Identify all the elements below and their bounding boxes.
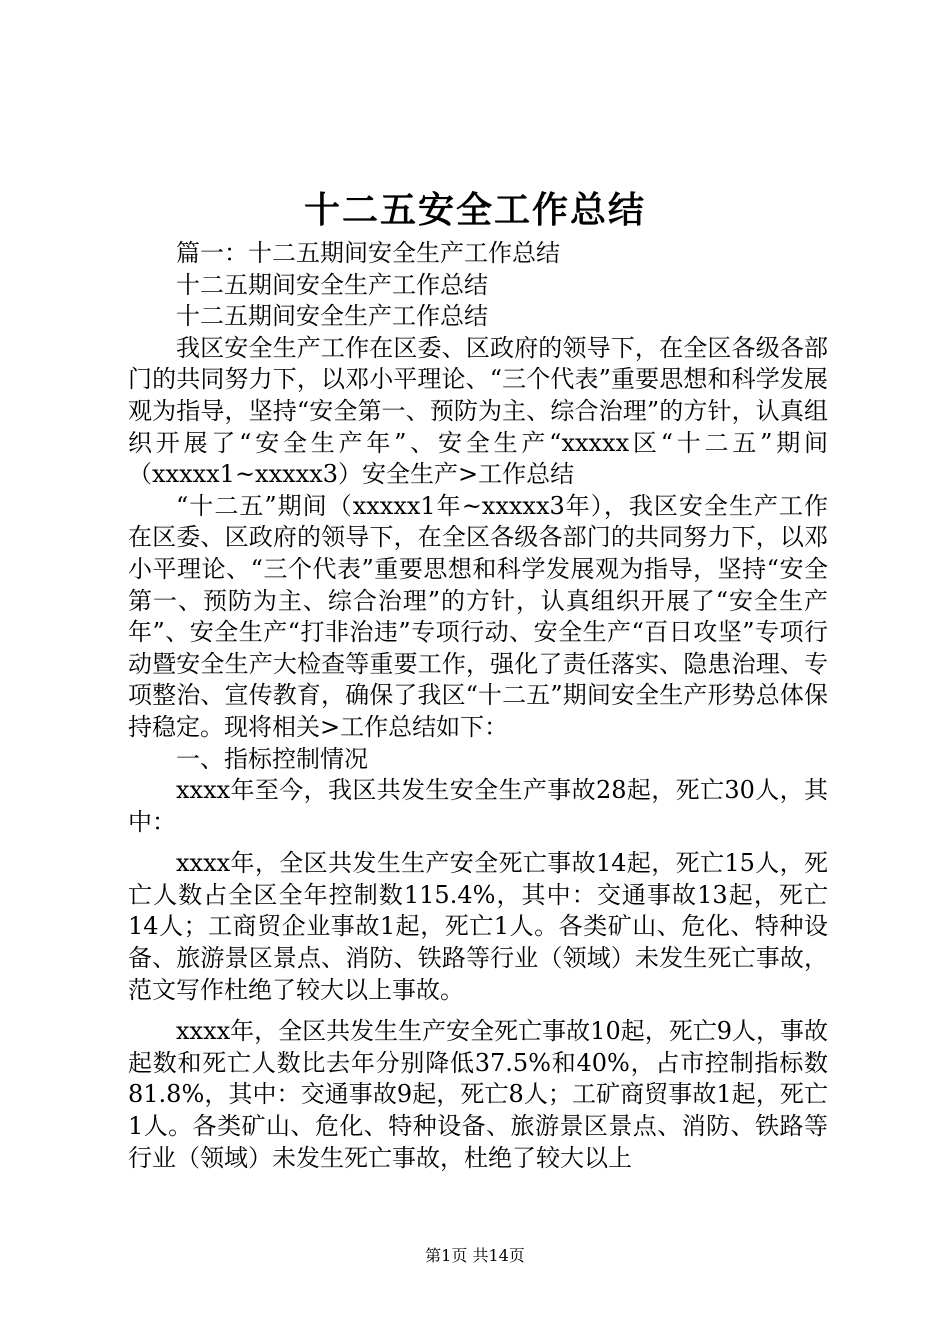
paragraph-overview: “十二五”期间（xxxxx1年~xxxxx3年），我区安全生产工作在区委、区政府的领导下，在全区各级各部门的共同努力下，以邓小平理论、“三个代表”重要思想和科学发展观为指导，坚持“安全第一、预防为主、综合治理”的方针，认真组织开展了“安全生产年”、安全生产“打非治违”专项行动、安全生产“百日攻坚”专项行动暨安全生产大检查等重要工作，强化了责任落实、隐患治理、专项整治、宣传教育，确保了我区“十二五”期间安全生产形势总体保持稳定。现将相关>工作总结如下： — [128, 491, 828, 741]
document-body — [128, 238, 828, 1174]
document-title: 十二五安全工作总结 — [303, 189, 646, 231]
paragraph-year-two: xxxx年，全区共发生生产安全死亡事故10起，死亡9人，事故起数和死亡人数比去年分别降低37.5%和40%，占市控制指标数81.8%，其中：交通事故9起，死亡8人；工矿商贸事故1起，死亡1人。各类矿山、危化、特种设备、旅游景区景点、消防、铁路等行业（领域）未发生死亡事故，杜绝了较大以上 — [128, 1017, 828, 1172]
paragraph-subtitle: 十二五期间安全生产工作总结 — [176, 270, 488, 299]
paragraph-intro: 我区安全生产工作在区委、区政府的领导下，在全区各级各部门的共同努力下，以邓小平理论、“三个代表”重要思想和科学发展观为指导，坚持“安全第一、预防为主、综合治理”的方针，认真组织开展了“安全生产年”、安全生产“xxxxx区“十二五”期间（xxxxx1~xxxxx3）安全生产>工作总结 — [128, 333, 828, 489]
paragraph-subtitle: 十二五期间安全生产工作总结 — [176, 302, 488, 331]
paragraph-section-heading: 篇一：十二五期间安全生产工作总结 — [176, 239, 560, 267]
paragraph-year-one: xxxx年，全区共发生生产安全死亡事故14起，死亡15人，死亡人数占全区全年控制数115.4%，其中：交通事故13起，死亡14人；工商贸企业事故1起，死亡1人。各类矿山、危化、特种设备、旅游景区景点、消防、铁路等行业（领域）未发生死亡事故，范文写作杜绝了较大以上事故。 — [128, 849, 828, 1004]
paragraph-heading-indicators: 一、指标控制情况 — [176, 744, 368, 773]
page-footer: 第1页 共14页 — [425, 1246, 525, 1265]
paragraph-accident-total: xxxx年至今，我区共发生安全生产事故28起，死亡30人，其中： — [128, 776, 828, 836]
